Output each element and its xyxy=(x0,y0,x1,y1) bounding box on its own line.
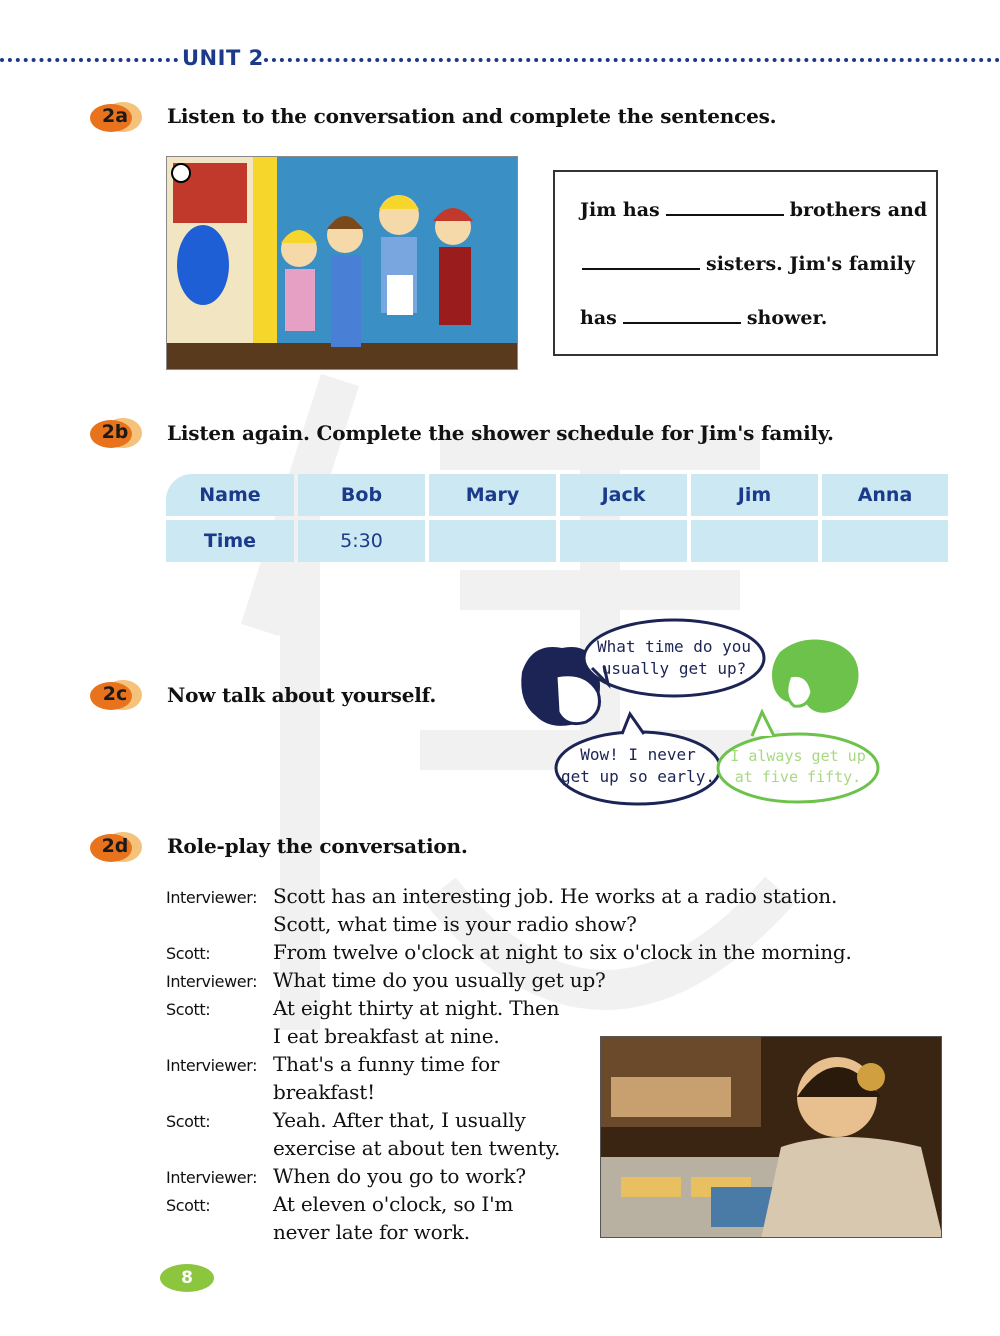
instruction-2c: Now talk about yourself. xyxy=(167,683,437,707)
fill-in-box xyxy=(553,170,938,356)
unit-header xyxy=(0,44,1000,74)
talk-illustration xyxy=(512,612,892,812)
speaker-label: Interviewer: xyxy=(166,888,258,907)
conversation-line xyxy=(166,996,866,1024)
time-cell-blank[interactable] xyxy=(691,520,818,562)
section-badge-2b xyxy=(90,414,142,452)
fill-text: sisters. Jim's family xyxy=(706,253,915,275)
conversation-line xyxy=(166,912,866,940)
bubble-answer-line1: I always get up xyxy=(730,747,866,765)
fill-line-1 xyxy=(580,198,927,221)
speaker-label: Scott: xyxy=(166,1000,211,1019)
row-label-name: Name xyxy=(166,474,294,516)
page-number: 8 xyxy=(160,1264,214,1292)
section-badge-2a xyxy=(90,98,142,136)
instruction-2a: Listen to the conversation and complete the sentences. xyxy=(167,104,777,128)
bubble-question-line1: What time do you xyxy=(596,637,752,656)
speech-text: breakfast! xyxy=(273,1080,375,1104)
speech-text: exercise at about ten twenty. xyxy=(273,1136,561,1160)
name-cell: Anna xyxy=(822,474,948,516)
badge-label: 2d xyxy=(101,835,129,857)
fill-text: Jim has xyxy=(580,199,660,221)
header-dots-left xyxy=(0,58,178,62)
fill-line-2 xyxy=(580,252,915,275)
speaker-label: Interviewer: xyxy=(166,1168,258,1187)
bubble-reply-line1: Wow! I never xyxy=(580,745,696,764)
bubble-answer-line2: at five fifty. xyxy=(734,768,862,786)
speech-text: From twelve o'clock at night to six o'clock in the morning. xyxy=(273,940,852,964)
row-label-time: Time xyxy=(166,520,294,562)
speaker-label: Scott: xyxy=(166,1196,211,1215)
answer-blank-2[interactable] xyxy=(582,252,700,270)
conversation-line xyxy=(166,940,866,968)
fill-text: brothers and xyxy=(789,199,928,221)
bubble-reply-line2: get up so early. xyxy=(560,767,716,786)
answer-blank-1[interactable] xyxy=(666,198,784,216)
unit-title: UNIT 2 xyxy=(182,46,264,70)
name-cell: Mary xyxy=(429,474,556,516)
speech-text: At eight thirty at night. Then xyxy=(273,996,560,1020)
name-cell: Jack xyxy=(560,474,687,516)
answer-blank-3[interactable] xyxy=(623,306,741,324)
fill-line-3 xyxy=(580,306,827,329)
speech-text: At eleven o'clock, so I'm xyxy=(273,1192,514,1216)
conversation-line xyxy=(166,884,866,912)
speaker-label: Interviewer: xyxy=(166,972,258,991)
section-badge-2c xyxy=(90,676,142,714)
instruction-2d: Role-play the conversation. xyxy=(167,834,468,858)
instruction-2b: Listen again. Complete the shower schedule for Jim's family. xyxy=(167,421,834,445)
speech-text: Scott has an interesting job. He works at a radio station. xyxy=(273,884,838,908)
speech-text: When do you go to work? xyxy=(273,1164,526,1188)
section-badge-2d xyxy=(90,828,142,866)
badge-label: 2b xyxy=(101,421,129,443)
radio-station-photo xyxy=(600,1036,942,1238)
conversation-line xyxy=(166,968,866,996)
speech-text: That's a funny time for xyxy=(273,1052,500,1076)
time-cell-blank[interactable] xyxy=(822,520,948,562)
name-cell: Jim xyxy=(691,474,818,516)
fill-text: has xyxy=(580,307,617,329)
speaker-label: Scott: xyxy=(166,944,211,963)
speech-text: never late for work. xyxy=(273,1220,470,1244)
time-cell: 5:30 xyxy=(298,520,425,562)
time-cell-blank[interactable] xyxy=(429,520,556,562)
speech-text: Yeah. After that, I usually xyxy=(273,1108,526,1132)
fill-text: shower. xyxy=(746,307,828,329)
speech-text: I eat breakfast at nine. xyxy=(273,1024,500,1048)
time-cell-blank[interactable] xyxy=(560,520,687,562)
name-cell: Bob xyxy=(298,474,425,516)
shower-schedule-table xyxy=(166,474,948,564)
badge-label: 2c xyxy=(102,683,128,705)
speaker-label: Interviewer: xyxy=(166,1056,258,1075)
header-dots-right xyxy=(264,58,1000,62)
family-waiting-illustration xyxy=(166,156,518,370)
speech-text: Scott, what time is your radio show? xyxy=(273,912,637,936)
badge-label: 2a xyxy=(101,105,129,127)
speaker-label: Scott: xyxy=(166,1112,211,1131)
bubble-question-line2: usually get up? xyxy=(601,659,747,678)
speech-text: What time do you usually get up? xyxy=(273,968,606,992)
